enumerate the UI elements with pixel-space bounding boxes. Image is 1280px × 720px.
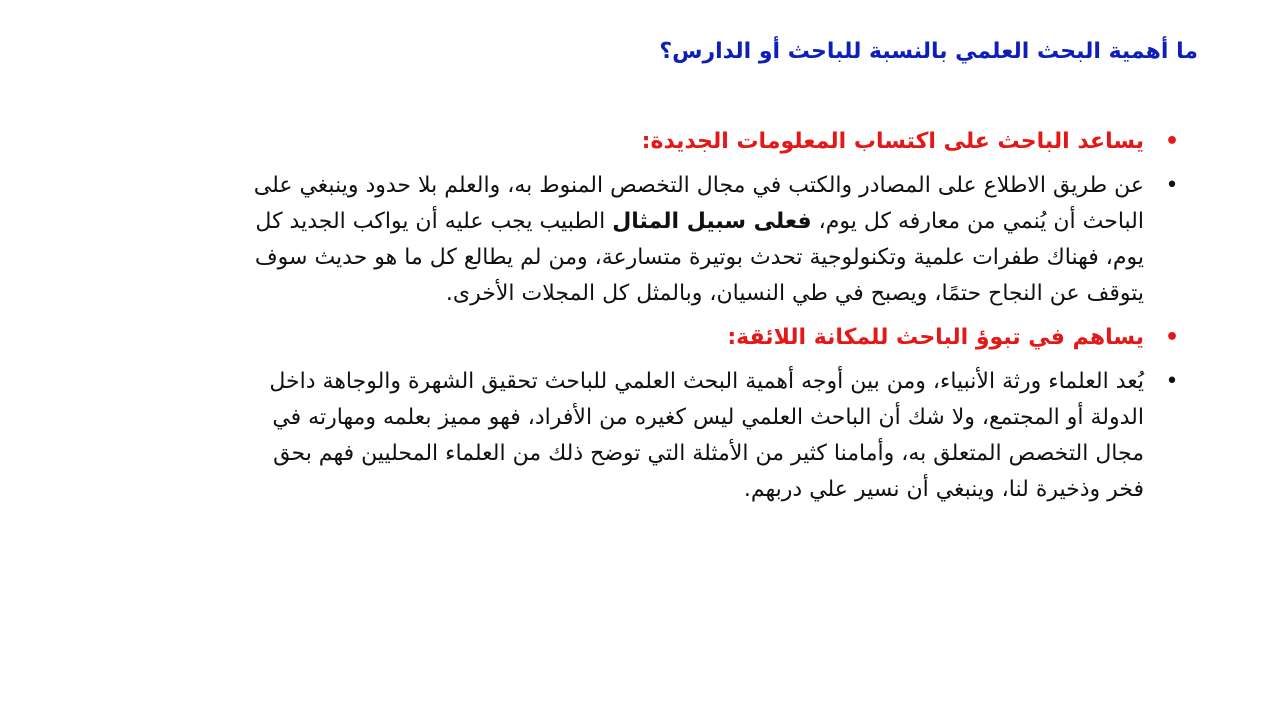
bullet-dot-icon: •	[1165, 173, 1179, 198]
bullet-heading-2	[242, 320, 1182, 356]
bullet-list	[242, 124, 1182, 516]
paragraph-text: يُعد العلماء ورثة الأنبياء، ومن بين أوجه أهمية البحث العلمي للباحث تحقيق الشهرة والوجاهة داخل الدولة أو المجتمع، ولا شك أن الباحث العلمي ليس كغيره من الأفراد، فهو مميز بعلمه ومهارته في مجال التخصص المتعلق به، وأمامنا كثير من الأمثلة التي توضح ذلك من العلماء المحليين فهم بحق فخر وذخيرة لنا، وينبغي أن نسير علي دربهم.	[269, 369, 1144, 502]
paragraph-text: الطبيب يجب عليه أن يواكب الجديد كل يوم، فهناك طفرات علمية وتكنولوجية تحدث بوتيرة متسارعة، ومن لم يطالع كل ما هو حديث سوف يتوقف عن النجاح حتمًا، ويصبح في طي النسيان، وبالمثل كل المجلات الأخرى.	[254, 209, 1144, 306]
heading-text: يساهم في تبوؤ الباحث للمكانة اللائقة:	[727, 325, 1144, 350]
bullet-paragraph-2	[242, 364, 1182, 508]
bullet-dot-icon: •	[1164, 129, 1180, 154]
slide-title: ما أهمية البحث العلمي بالنسبة للباحث أو الدارس؟	[659, 39, 1198, 64]
heading-text: يساعد الباحث على اكتساب المعلومات الجديدة:	[641, 129, 1144, 154]
bullet-dot-icon: •	[1164, 325, 1180, 350]
paragraph-bold-text: فعلى سبيل المثال	[612, 209, 812, 234]
bullet-dot-icon: •	[1165, 369, 1179, 394]
bullet-paragraph-1	[242, 168, 1182, 312]
bullet-heading-1	[242, 124, 1182, 160]
paragraph-text: عن طريق الاطلاع على المصادر والكتب في مجال التخصص المنوط به، والعلم بلا حدود وينبغي على الباحث أن يُنمي من معارفه كل يوم،	[253, 173, 1144, 234]
